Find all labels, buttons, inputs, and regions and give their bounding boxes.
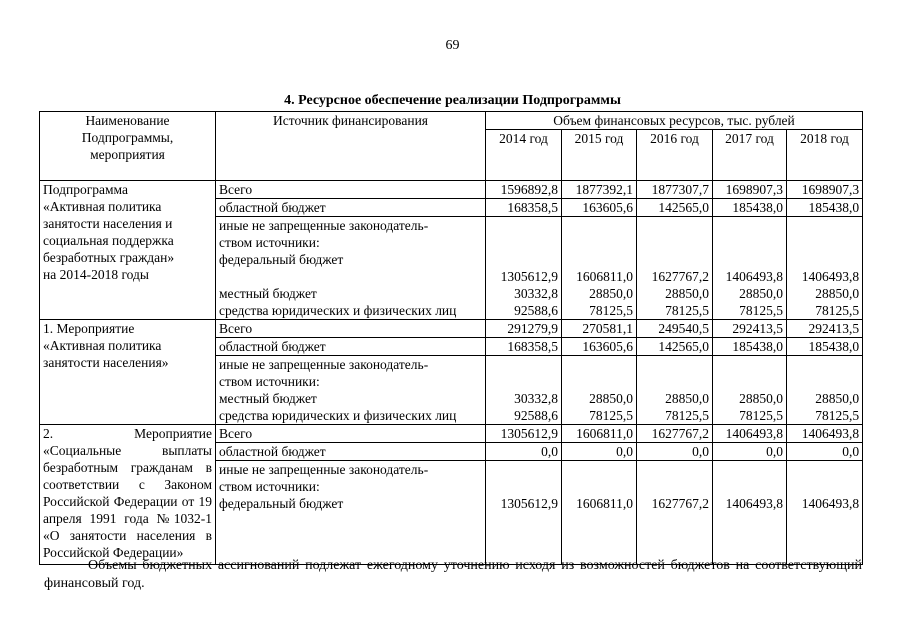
header-volume: Объем финансовых ресурсов, тыс. рублей xyxy=(486,112,863,130)
value-cell: 168358,5 xyxy=(486,199,562,217)
page-number: 69 xyxy=(445,38,460,53)
source-cell: областной бюджет xyxy=(216,338,486,356)
value-cell: 292413,5 xyxy=(787,320,863,338)
value-cell: 28850,0 78125,5 xyxy=(713,356,787,425)
source-cell: иные не запрещенные законодатель- ством источники: федеральный бюджет xyxy=(216,461,486,565)
source-cell: областной бюджет xyxy=(216,199,486,217)
header-year-2016: 2016 год xyxy=(637,130,713,181)
value-cell: 1698907,3 xyxy=(787,181,863,199)
value-cell: 1406493,8 xyxy=(713,461,787,565)
value-cell: 1305612,9 30332,8 92588,6 xyxy=(486,217,562,320)
value-cell: 163605,6 xyxy=(562,338,637,356)
source-cell: областной бюджет xyxy=(216,443,486,461)
table-row xyxy=(40,425,863,443)
source-cell: Всего xyxy=(216,320,486,338)
value-cell: 0,0 xyxy=(562,443,637,461)
value-cell: 1698907,3 xyxy=(713,181,787,199)
value-cell: 1877307,7 xyxy=(637,181,713,199)
value-cell: 1406493,8 xyxy=(787,461,863,565)
value-cell: 0,0 xyxy=(637,443,713,461)
value-cell: 1606811,0 xyxy=(562,461,637,565)
value-cell: 185438,0 xyxy=(787,199,863,217)
table-row xyxy=(40,320,863,338)
value-cell: 270581,1 xyxy=(562,320,637,338)
footer-note: Объемы бюджетных ассигнований подлежат ежегодному уточнению исходя из возможностей бюджетов на соответствующий финансовый год. xyxy=(44,558,862,591)
value-cell: 1877392,1 xyxy=(562,181,637,199)
value-cell: 1627767,2 28850,0 78125,5 xyxy=(637,217,713,320)
value-cell: 185438,0 xyxy=(713,338,787,356)
value-cell: 185438,0 xyxy=(787,338,863,356)
value-cell: 1406493,8 xyxy=(713,425,787,443)
value-cell: 1606811,0 28850,0 78125,5 xyxy=(562,217,637,320)
header-year-2017: 2017 год xyxy=(713,130,787,181)
value-cell: 1305612,9 xyxy=(486,425,562,443)
table-row xyxy=(40,181,863,199)
value-cell: 30332,8 92588,6 xyxy=(486,356,562,425)
source-cell: иные не запрещенные законодатель- ством источники: местный бюджет средства юридических и физических лиц xyxy=(216,356,486,425)
value-cell: 142565,0 xyxy=(637,199,713,217)
resource-table xyxy=(39,111,863,565)
value-cell: 1406493,8 xyxy=(787,425,863,443)
value-cell: 163605,6 xyxy=(562,199,637,217)
value-cell: 0,0 xyxy=(486,443,562,461)
value-cell: 1596892,8 xyxy=(486,181,562,199)
value-cell: 168358,5 xyxy=(486,338,562,356)
value-cell: 249540,5 xyxy=(637,320,713,338)
value-cell: 1305612,9 xyxy=(486,461,562,565)
value-cell: 291279,9 xyxy=(486,320,562,338)
source-cell: Всего xyxy=(216,181,486,199)
value-cell: 292413,5 xyxy=(713,320,787,338)
header-year-2018: 2018 год xyxy=(787,130,863,181)
value-cell: 1627767,2 xyxy=(637,425,713,443)
section-title: 4. Ресурсное обеспечение реализации Подпрограммы xyxy=(284,93,621,108)
value-cell: 142565,0 xyxy=(637,338,713,356)
source-cell: Всего xyxy=(216,425,486,443)
header-year-2014: 2014 год xyxy=(486,130,562,181)
value-cell: 1406493,8 28850,0 78125,5 xyxy=(713,217,787,320)
subprogram-name: Подпрограмма «Активная политика занятости населения и социальная поддержка безработных граждан» на 2014-2018 годы xyxy=(40,181,216,320)
value-cell: 1606811,0 xyxy=(562,425,637,443)
measure-2-name: 2. Мероприятие «Социальные выплаты безработным гражданам в соответствии с Законом Российской Федерации от 19 апреля 1991 года №1032-1 «О занятости населения в Российской Федерации» xyxy=(40,425,216,565)
value-cell: 28850,0 78125,5 xyxy=(562,356,637,425)
value-cell: 1627767,2 xyxy=(637,461,713,565)
header-year-2015: 2015 год xyxy=(562,130,637,181)
header-name: Наименование Подпрограммы, мероприятия xyxy=(40,112,216,181)
value-cell: 185438,0 xyxy=(713,199,787,217)
value-cell: 28850,0 78125,5 xyxy=(637,356,713,425)
header-source: Источник финансирования xyxy=(216,112,486,181)
value-cell: 0,0 xyxy=(787,443,863,461)
source-cell: иные не запрещенные законодатель- ством источники: федеральный бюджет местный бюджет средства юридических и физических лиц xyxy=(216,217,486,320)
value-cell: 1406493,8 28850,0 78125,5 xyxy=(787,217,863,320)
value-cell: 28850,0 78125,5 xyxy=(787,356,863,425)
measure-1-name: 1. Мероприятие «Активная политика занятости населения» xyxy=(40,320,216,425)
value-cell: 0,0 xyxy=(713,443,787,461)
